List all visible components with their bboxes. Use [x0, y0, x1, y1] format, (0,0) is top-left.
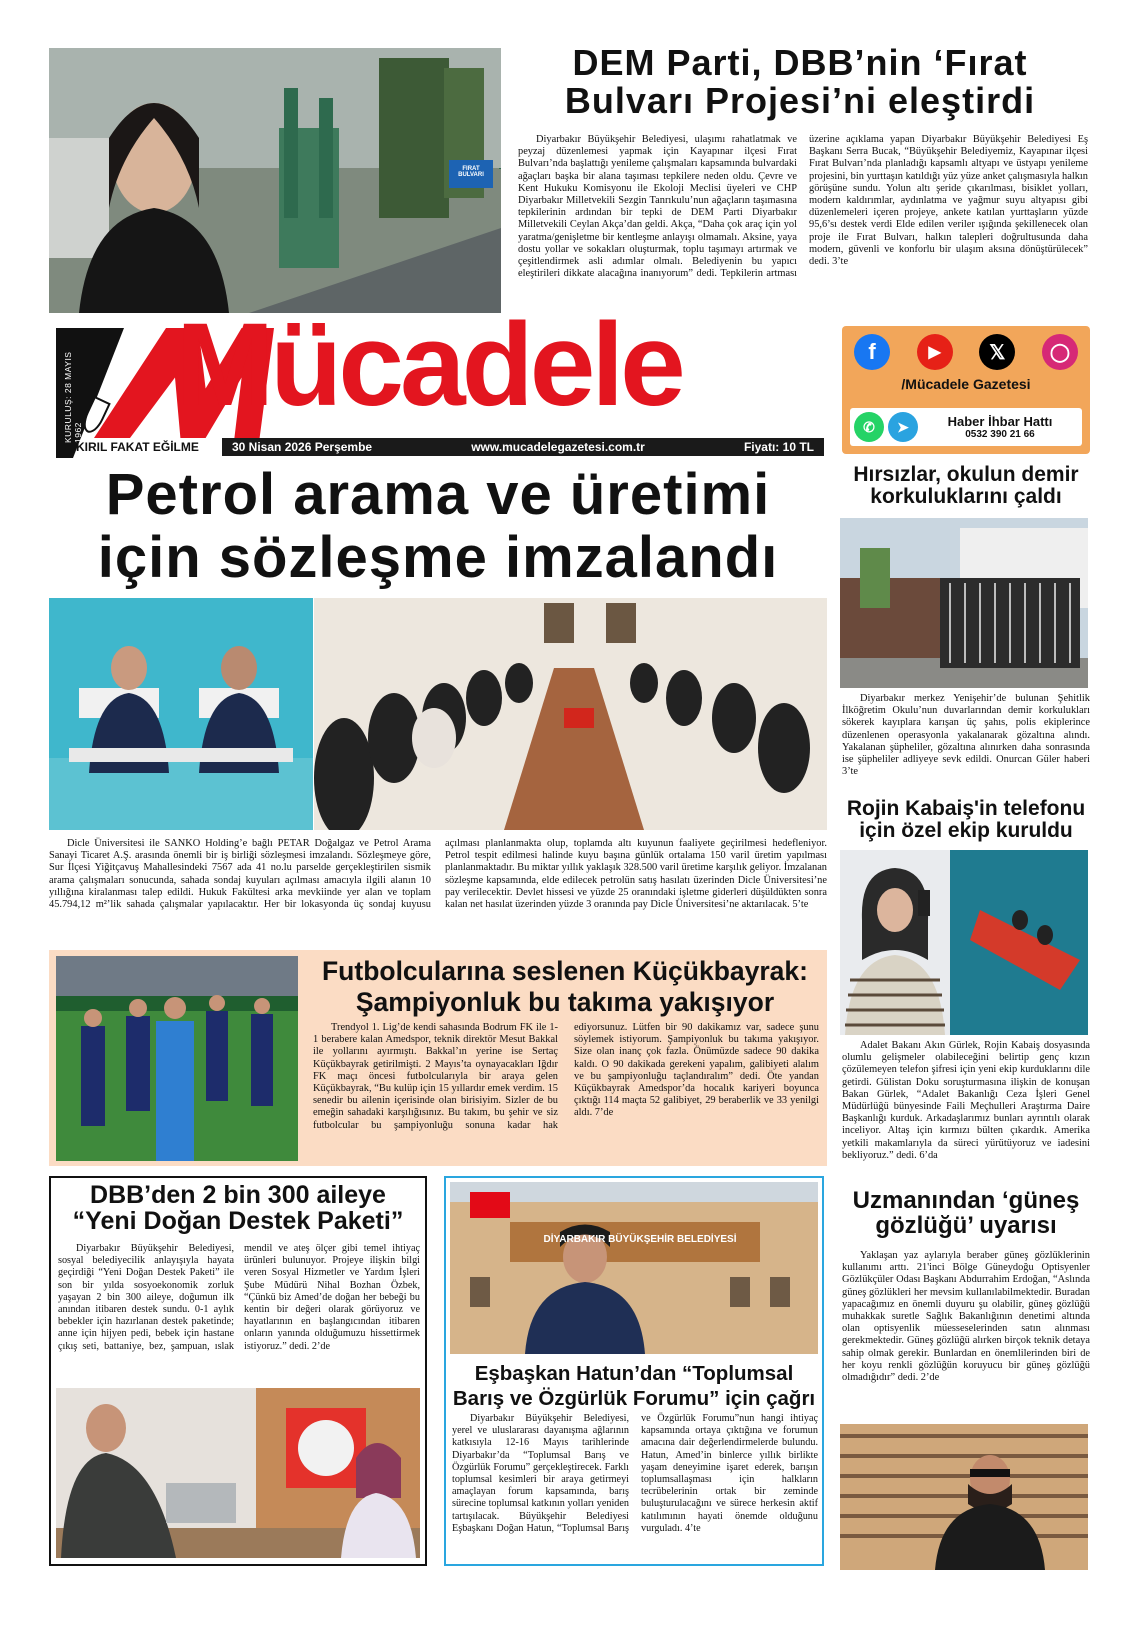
dbb-story-headline — [52, 1182, 424, 1235]
football-story-text: Trendyol 1. Lig’de kendi sahasında Bodrum FK ile 1-1 berabere kalan Amedspor, teknik direktör Mesut Bakkal ile yollarını ayırmıştı. Bakkal’ın yerine ise Sertaç Küçükbayrak getirilmişti. 2 Mayıs’ta oynayacakları Iğdır FK maçı öncesi futbolcularıyla bir araya gelen Küçükbayrak, “Bu kulüp için 15 yıllardır emek verdim. 15 senedir bu ailenin içerisinde olan birisiyim. Sizler de bu emeğin sahadaki karşılığısınız. Bu takım, bu şehir ve siz futbolcular bu şampiyonluğu sonuna kadar hak ediyorsunuz. Lütfen bir 90 dakikamız var, sadece şunu söylemek istiyorum. Şampiyonluk bu takıma yakışıyor. Size olan inanç çok fazla. Önümüzde sadece 90 dakika kaldı. O 90 dakikada gerekeni yapalım, galibiyeti alalım ve bu şampiyonluğu taçlandıralım” dedi. Öte yandan Küçükbayrak Amedspor’da hocalık kariyeri boyunca çıktığı 114 maçta 52 galibiyet, 29 beraberlik ve 33 yenilgi aldı. 7’de — [313, 1022, 819, 1131]
rojin-story-headline-line2: için özel ekip kuruldu — [859, 819, 1073, 843]
top-story-headline-line1: DEM Parti, DBB’nin ‘Fırat — [572, 42, 1028, 83]
price: Fiyatı: 10 TL — [743, 440, 814, 454]
hotline-box — [850, 408, 1082, 446]
main-story-headline-line2: için sözleşme imzalandı — [97, 524, 779, 590]
social-handle[interactable]: /Mücadele Gazetesi — [901, 376, 1031, 392]
top-story-photo — [49, 48, 501, 313]
football-story-headline-line1: Futbolcularına seslenen Küçükbayrak: — [322, 956, 808, 986]
social-box — [842, 326, 1090, 454]
theft-story-headline — [838, 464, 1094, 508]
rojin-story-headline-line1: Rojin Kabaiş'in telefonu — [846, 797, 1086, 820]
forum-story-headline-line1: Eşbaşkan Hatun’dan “Toplumsal — [474, 1362, 794, 1385]
forum-story-headline — [446, 1362, 822, 1411]
facebook-icon[interactable]: f — [854, 334, 890, 370]
hotline-label: Haber İhbar Hattı — [947, 414, 1053, 429]
street-sign-text: FIRAT BULVARI — [458, 166, 484, 178]
founder-motto: KIRIL FAKAT EĞİLME — [76, 440, 199, 454]
top-story-text: Diyarbakır Büyükşehir Belediyesi, ulaşımı rahatlatmak ve peyzaj düzenlemesi yapmak için Kayapınar ilçesi Fırat Bulvarı’nda başlattığı yenileme çalışmaları kapsamında bulvardaki ağaçları başka bir alana taşıması tepkilere neden oldu. Çevre ve Kent Hukuku Komisyonu ile Ekoloji Meclisi üyeleri ve CHP Diyarbakır Milletvekili Sezgin Tanrıkulu’nun ağaçların taşımasına tepkilerinin ardından bir tepki de DEM Parti Diyarbakır Milletvekili Ceylan Akça’dan geldi. Akça, “Daha çok araç için yol yaratma/genişletme bir kentleşme anlayışı olmamalı. Aksine, yaya dostu yollar ve sokakları oluşturmak, toplu taşımayı artırmak ve çeşitlendirmek asli adımlar olmalı. Belediyenin bu yapıcı eleştirileri dikkate alacağına inanıyorum” dedi. Tepkilerin artması üzerine açıklama yapan Diyarbakır Büyükşehir Belediyesi Eş Başkanı Serra Bucak, “Büyükşehir Belediyemiz, Kayapınar ilçesi Fırat Bulvarı’nda planladığı kapsamlı altyapı ve üstyapı yenileme projesini, bin yurttaşın katıldığı yüz yüze anket çalışmasıyla halkın görüşüne sundu. Yolun altı şeride çıkarılması, bisiklet yolları, modern kaldırımlar, aydınlatma ve yağmur suyu altyapısı gibi düzenlemeleri içeren projeye, ankete katılan yurttaşların yüzde 95,6’sı destek verdi Elde edilen veriler ışığında şekillenecek olan proje ile Fırat Bulvarı, halkın talepleri doğrultusunda daha modern, güvenli ve konforlu bir ulaşım aksına dönüştürülecek” dedi. 3’te — [518, 134, 1088, 280]
sunglass-story-headline — [838, 1188, 1094, 1238]
football-story-body — [313, 1022, 819, 1162]
top-story-body — [518, 134, 1088, 314]
main-story-photo-signing — [49, 598, 313, 830]
forum-story-body — [452, 1413, 818, 1561]
founded-text: KURULUŞ: 28 MAYIS 1962 — [63, 351, 83, 443]
youtube-icon[interactable]: ▶ — [917, 334, 953, 370]
sunglass-story-headline-line1: Uzmanından ‘güneş — [852, 1187, 1080, 1214]
football-story-headline-line2: Şampiyonluk bu takıma yakışıyor — [355, 987, 775, 1018]
building-sign-text: DİYARBAKIR BÜYÜKŞEHİR BELEDİYESİ — [543, 1234, 737, 1245]
whatsapp-icon[interactable]: ✆ — [854, 412, 884, 442]
hotline-number[interactable]: 0532 390 21 66 — [965, 429, 1035, 440]
dbb-story-body — [58, 1243, 420, 1383]
top-story-headline-line2: Bulvarı Projesi’ni eleştirdi — [564, 79, 1036, 121]
x-icon[interactable]: 𝕏 — [979, 334, 1015, 370]
masthead-logo: Mücadele — [176, 299, 682, 431]
football-story-headline — [305, 956, 825, 1019]
theft-story-headline-line1: Hırsızlar, okulun demir — [853, 463, 1079, 486]
main-story-photo-meeting — [314, 598, 827, 830]
theft-story-photo — [840, 518, 1088, 688]
dbb-story-text: Diyarbakır Büyükşehir Belediyesi, sosyal belediyecilik anlayışıyla hayata geçirdiği “Yeni Doğan Destek Paketi” ile son bir yılda sosyoekonomik zorluk yaşayan 2 bin 300 aileye, doğumun ilk anından itibaren destek sundu. 0-1 aylık bebekler için hazırlanan destek paketinde; anne için hijyen pedi, bebek için hastane çıkış seti, battaniye, bez, şampuan, ıslak mendil ve ateş ölçer gibi temel ihtiyaç ürünleri bulunuyor. Projeye ilişkin bilgi veren Sosyal Hizmetler ve Yardım İşleri Şube Müdürü Nihal Bozhan Özbek, “Çünkü biz Amed’de doğan her bebeği bu kentin bir değeri olarak görüyoruz ve hayatlarının en başlangıcından itibaren onların yanında olduğumuzu hissettirmek istiyoruz.” dedi. 2’de — [58, 1243, 420, 1352]
rojin-story-headline — [838, 798, 1094, 842]
telegram-icon[interactable]: ➤ — [888, 412, 918, 442]
main-story-headline-line1: Petrol arama ve üretimi — [105, 462, 771, 527]
dbb-story-photo — [56, 1388, 420, 1558]
sunglass-story-text: Yaklaşan yaz aylarıyla beraber güneş gözlüklerinin kullanımı arttı. 21'inci Bölge Güneydoğu Optisyenler Gözlükçüler Odası Başkanı Abdurrahim Erdoğan, “Aslında güneş gözlükleri her mevsim kullanılabilmektedir. Buradan yapacağımız en önemli duyuru şu olabilir, güneş gözlüğü muhakkak suretle Sağlık Bakanlığının denetimi altında olan optisyenlik müesseselerinden satın alınması gerekmektedir. Güneş gözlüğü alırken birçok teknik detaya sahip olmak gerekir. Bunlardan en önemlilerinden biri de her koyu renkli gözlüğün koruyucu bir güneş gözlüğü olmadığıdır” dedi. 2’de — [842, 1250, 1090, 1384]
football-story-photo — [56, 956, 298, 1161]
instagram-icon[interactable]: ◯ — [1042, 334, 1078, 370]
sunglass-story-body — [842, 1250, 1090, 1384]
theft-story-body — [842, 693, 1090, 778]
sunglass-story-photo — [840, 1424, 1088, 1570]
forum-story-photo — [450, 1182, 818, 1354]
sunglass-story-headline-line2: gözlüğü’ uyarısı — [875, 1212, 1057, 1240]
rojin-story-photo — [840, 850, 1088, 1035]
rojin-story-body — [842, 1040, 1090, 1162]
theft-story-headline-line2: korkuluklarını çaldı — [870, 485, 1062, 509]
masthead-dateline — [222, 438, 824, 456]
forum-story-text: Diyarbakır Büyükşehir Belediyesi, yerel ve uluslararası dayanışma ağlarının katkısıyla 12-16 Mayıs tarihlerinde Diyarbakır’da “Toplumsal Barış ve Özgürlük Forumu” gerçekleştirecek. Farklı toplumsal kesimleri bir araya getirmeyi amaçlayan forum kapsamında, barış sürecine toplumsal katkının yolları yeniden tartışılacak. Büyükşehir Belediyesi Eşbaşkanı Doğan Hatun, “Toplumsal Barış ve Özgürlük Forumu”nun hangi ihtiyaç kapsamında ortaya çıktığına ve forumun amacına dair değerlendirmelerde bulundu. Hatun, Amed’in binlerce yıllık birlikte yaşam deneyimine işaret ederek, barışın toplumsallaşması için halkların tecrübelerinin ortak bir zeminde buluşturulacağını ve sürece herkesin aktif katılımının hayati önemde olduğunu vurguladı. 4’te — [452, 1413, 818, 1534]
dbb-story-headline-line1: DBB’den 2 bin 300 aileye — [90, 1181, 386, 1209]
main-story-text: Dicle Üniversitesi ile SANKO Holding’e bağlı PETAR Doğalgaz ve Petrol Arama Sanayi Ticaret A.Ş. arasında önemli bir iş birliği sözleşmesi imzalandı. Sözleşmeye göre, Sur İlçesi Yiğitçavuş Mahallesindeki 7567 ada 41 no.lu parselde gerçekleştirilen sismik arama çalışmaları sonucunda, sahada sondaj kuyuları açılması amacıyla ilgili alanın 10 yıllığına kiralanması talep edildi. Hukuk Fakültesi arka mevkiinde yer alan ve toplam 45.794,12 m²’lik sahada çalışmalar yapılacaktır. Her bir lokasyonda üç sondaj kuyusu açılması planlanmakta olup, toplamda altı kuyunun faaliyete geçirilmesi hedefleniyor. Petrol tespit edilmesi halinde kuyu başına günlük ortalama 150 varil üretim yapılması planlanmaktadır. Bu miktar yıllık yaklaşık 328.500 varil üretime karşılık geliyor. İmzalanan sözleşme kapsamında, elde edilecek petrolün satış hasılatı üzerinden Dicle Üniversitesi’ne pay verilecektir. Devlet hissesi ve yüzde 25 oranındaki işletme giderleri düşüldükten sonra kalan net hasılat üzerinden yüzde 3 oranında pay Dicle Üniversitesi’ne aktarılacak. 5’te — [49, 838, 827, 911]
top-story-headline — [510, 44, 1090, 120]
forum-story-headline-line2: Barış ve Özgürlük Forumu” için çağrı — [452, 1386, 816, 1410]
theft-story-text: Diyarbakır merkez Yenişehir’de bulunan Şehitlik İlköğretim Okulu’nun duvarlarından demir korkulukları sökerek kayıplara karışan üç şahıs, polis ekiplerince düzenlenen operasyonla yakalanarak gözaltına alındı. Yakalanan şüpheliler, gözaltına alınırken daha sonrasında ise şüpheliler adliyeye sevk edildi. Onurcan Güler haberi 3’te — [842, 693, 1090, 778]
main-story-body — [49, 838, 827, 938]
dbb-story-headline-line2: “Yeni Doğan Destek Paketi” — [72, 1207, 404, 1236]
website-link[interactable]: www.mucadelegazetesi.com.tr — [471, 440, 645, 454]
main-story-headline — [48, 464, 828, 589]
rojin-story-text: Adalet Bakanı Akın Gürlek, Rojin Kabaiş dosyasında olumlu gelişmeler olabileceğini belirtip genç kızın çözülemeyen telefon şifresi için yeni ekip kurduklarını dile getirdi. Gülistan Doku soruşturmasına ilişkin de konuşan Bakan Gürlek, “Adalet Bakanlığı Ceza İşleri Genel Müdürlüğü bünyesinde Faili Meçhulleri Araştırma Daire Başkanlığı kurduk. Arkadaşlarımız bunları ayrıntılı olarak inceliyor. Altaş için kırmızı bülten çıkardık. Amerika yetkili makamlarıyla da süreci yürütüyoruz ve iadesini bekliyoruz.” dedi. 6’da — [842, 1040, 1090, 1161]
issue-date: 30 Nisan 2026 Perşembe — [232, 440, 373, 454]
